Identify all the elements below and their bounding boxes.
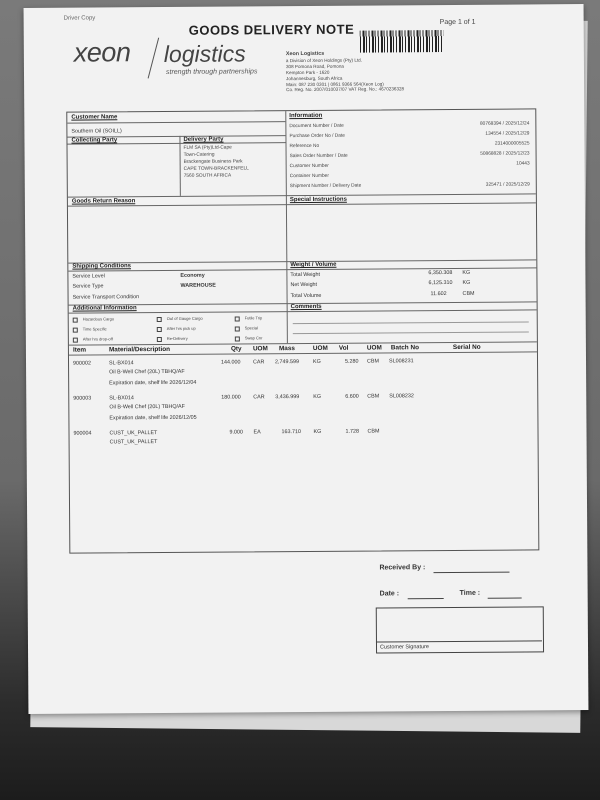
shipping-label: Service Type <box>72 283 104 290</box>
info-label: Shipment Number / Delivery Date <box>289 183 362 190</box>
weight-unit: KG <box>462 279 471 286</box>
received-by-label: Received By : <box>379 564 426 572</box>
barcode-icon <box>360 30 444 53</box>
delivery-party-line: FLM SA (Pty)Ltd-Cape <box>183 145 232 151</box>
logo-tagline: strength through partnerships <box>165 68 258 76</box>
info-label: Purchase Order No / Date <box>289 133 345 140</box>
item-desc: CUST_UK_PALLET <box>109 439 158 446</box>
shipping-value: WAREHOUSE <box>180 282 216 289</box>
delivery-party-heading: Delivery Party <box>183 136 224 143</box>
item-mass-uom: KG <box>312 358 321 365</box>
logo-separator <box>148 38 160 79</box>
col-uom: UOM <box>252 345 268 353</box>
logo-xeon: xeon <box>73 37 131 68</box>
company-line: 308 Pomona Road, Pomona <box>285 63 344 69</box>
customer-name-value: Southern Oil (SOILL) <box>71 128 122 135</box>
divider <box>285 111 287 311</box>
delivery-party-line: 7560 SOUTH AFRICA <box>183 173 232 179</box>
shipping-value: Economy <box>180 272 205 279</box>
weight-value: 6,350.308 <box>428 269 453 277</box>
copy-label: Driver Copy <box>63 15 96 22</box>
company-name: Xeon Logistics <box>285 50 325 58</box>
item-vol: 5.280 <box>344 358 359 365</box>
item-mass: 3,436.999 <box>275 394 300 401</box>
info-label: Customer Number <box>289 163 329 170</box>
delivery-note-page <box>24 4 589 714</box>
item-uom: EA <box>253 429 261 436</box>
option-label: After hrs drop-off <box>82 336 113 342</box>
info-label: Sales Order Number / Date <box>289 153 348 160</box>
option-label: Futile Trip <box>244 315 263 321</box>
item-mass-uom: KG <box>313 393 322 400</box>
col-item: Item <box>72 346 87 354</box>
item-desc: Oil B-Well Chef (20L) TBHQ/AF <box>109 403 185 411</box>
col-material: Material/Description <box>108 345 171 354</box>
info-value: 325471 / 2025/12/29 <box>485 182 530 188</box>
goods-return-heading: Goods Return Reason <box>71 198 136 205</box>
company-address <box>286 51 486 94</box>
option-label: After hrs pick up <box>166 325 196 331</box>
item-number: 900004 <box>73 430 92 437</box>
info-value: 2314000005525 <box>494 141 530 147</box>
hazardous-checkbox[interactable] <box>73 318 78 323</box>
date-label: Date : <box>379 590 400 598</box>
shipping-label: Service Transport Condition <box>72 294 140 301</box>
additional-info-heading: Additional Information <box>72 305 137 312</box>
item-mass: 2,749.599 <box>275 359 300 366</box>
item-desc: Oil B-Well Chef (20L) TBHQ/AF <box>109 368 185 376</box>
customer-name-heading: Customer Name <box>71 114 118 121</box>
customer-signature-label: Customer Signature <box>379 644 429 651</box>
weight-label: Total Volume <box>290 292 322 300</box>
company-line: Kempton Park - 1620 <box>285 69 330 75</box>
futile-trip-checkbox[interactable] <box>235 316 240 321</box>
col-serial: Serial No <box>452 343 481 351</box>
info-label: Container Number <box>289 173 329 180</box>
item-mass-uom: KG <box>313 428 322 435</box>
item-qty: 144.000 <box>221 359 241 366</box>
information-heading: Information <box>289 112 323 120</box>
comment-line <box>293 321 529 324</box>
time-label: Time : <box>459 589 481 597</box>
option-label: Swap Cnr <box>244 335 263 341</box>
weight-label: Total Weight <box>290 271 321 279</box>
item-note: Expiration date, shelf life 2026/12/05 <box>109 414 197 422</box>
time-line[interactable] <box>488 598 522 599</box>
item-number: 900003 <box>73 395 92 402</box>
option-label: Out of Gauge Cargo <box>166 315 203 321</box>
item-note: Expiration date, shelf life 2026/12/04 <box>109 379 197 387</box>
weight-unit: CBM <box>462 290 475 297</box>
item-vol-uom: CBM <box>366 358 380 365</box>
item-material: SL-BX014 <box>109 360 134 367</box>
item-batch: SL008231 <box>388 358 414 365</box>
company-line: a Division of Xeon Holdings (Pty) Ltd. <box>285 57 363 64</box>
item-mass: 163.710 <box>281 429 302 436</box>
delivery-party-line: Town-Catering <box>183 152 215 158</box>
delivery-party-line: CAPE TOWN-BRACKENFELL <box>183 166 249 172</box>
info-label: Document Number / Date <box>289 123 344 130</box>
date-line[interactable] <box>408 598 444 599</box>
special-instructions-heading: Special Instructions <box>289 196 347 204</box>
after-hrs-dropoff-checkbox[interactable] <box>73 338 78 343</box>
form-frame <box>66 108 539 553</box>
item-material: SL-BX014 <box>109 395 134 402</box>
company-line: Johannesburg, South Africa <box>286 75 343 81</box>
weight-unit: KG <box>462 269 471 276</box>
shipping-conditions-heading: Shipping Conditions <box>72 263 132 270</box>
info-value: 50868828 / 2025/12/23 <box>480 151 530 157</box>
option-label: Special <box>244 325 258 331</box>
weight-volume-heading: Weight / Volume <box>290 261 337 269</box>
collecting-party-heading: Collecting Party <box>71 137 118 144</box>
item-material: CUST_UK_PALLET <box>109 430 158 437</box>
time-specific-checkbox[interactable] <box>73 328 78 333</box>
col-qty: Qty <box>230 345 242 353</box>
weight-value: 11.602 <box>430 291 447 298</box>
redelivery-checkbox[interactable] <box>157 337 162 342</box>
company-line: Co. Reg. No. 2007/010037/07 VAT Reg. No.: 4670236328 <box>286 86 405 93</box>
option-label: Time Specific <box>82 326 107 332</box>
weight-value: 6,125.310 <box>428 279 453 287</box>
item-qty: 9.000 <box>229 429 244 436</box>
divider <box>179 136 180 196</box>
info-value: 80768394 / 2025/12/24 <box>479 121 530 127</box>
col-mass: Mass <box>278 345 295 353</box>
item-number: 900002 <box>73 360 92 367</box>
info-label: Reference No <box>289 143 320 150</box>
option-label: Hazardous Cargo <box>82 316 115 322</box>
comment-line <box>293 331 529 334</box>
swap-cnr-checkbox[interactable] <box>235 336 240 341</box>
received-by-line[interactable] <box>433 572 509 574</box>
info-value: 134554 / 2025/12/29 <box>485 131 530 137</box>
col-vol: Vol <box>338 344 349 352</box>
special-checkbox[interactable] <box>235 326 240 331</box>
out-of-gauge-checkbox[interactable] <box>157 317 162 322</box>
page-number: Page 1 of 1 <box>439 18 476 27</box>
document-title: GOODS DELIVERY NOTE <box>188 21 355 38</box>
item-vol-uom: CBM <box>367 393 380 400</box>
company-line: Main: 087 230 0301 | 0861 9366 564(Xeon Log) <box>286 80 384 87</box>
item-uom: CAR <box>253 394 265 401</box>
item-qty: 180.000 <box>221 394 241 401</box>
delivery-party-line: Brackengate Business Park <box>183 159 243 165</box>
option-label: Re-Delivery <box>166 335 188 341</box>
shipping-label: Service Level <box>72 273 105 280</box>
after-hrs-pickup-checkbox[interactable] <box>157 327 162 332</box>
item-uom: CAR <box>253 359 265 366</box>
col-uom2: UOM <box>312 344 328 352</box>
item-batch: SL008232 <box>389 393 414 400</box>
item-vol-uom: CBM <box>367 428 380 435</box>
info-value: 10443 <box>516 161 530 167</box>
divider <box>287 311 288 343</box>
item-vol: 1.728 <box>345 428 360 435</box>
comments-heading: Comments <box>290 303 322 311</box>
weight-label: Net Weight <box>290 281 318 289</box>
item-vol: 6.600 <box>345 393 359 400</box>
divider <box>67 121 285 124</box>
logo-logistics: logistics <box>163 40 246 67</box>
col-batch: Batch No <box>390 344 420 352</box>
col-uom3: UOM <box>366 344 382 352</box>
